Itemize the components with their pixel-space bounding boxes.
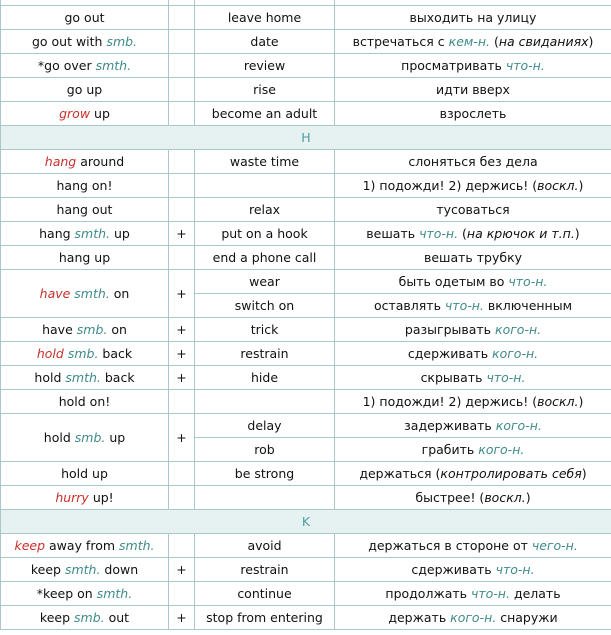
table-row: [1, 54, 611, 78]
section-letter: H: [1, 126, 611, 150]
translation-cell: [335, 246, 611, 270]
synonym-cell: stop from entering: [195, 606, 335, 630]
text-segment: ): [581, 466, 587, 481]
text-segment: держаться (: [359, 466, 441, 481]
separable-cell: [169, 582, 195, 606]
separable-cell: +: [169, 318, 195, 342]
text-segment: out: [104, 610, 130, 625]
text-segment: что-н.: [486, 370, 526, 385]
table-row: [1, 414, 611, 438]
synonym-cell: hide: [195, 366, 335, 390]
text-segment: have: [42, 322, 77, 337]
table-row: [1, 366, 611, 390]
table-row: [1, 222, 611, 246]
text-segment: ): [525, 490, 531, 505]
table-row: [1, 198, 611, 222]
text-segment: back: [100, 370, 135, 385]
translation-cell: [335, 462, 611, 486]
translation-cell: [335, 486, 611, 510]
text-segment: вешать трубку: [423, 250, 523, 265]
text-segment: ): [578, 394, 584, 409]
text-segment: кого-н.: [450, 610, 497, 625]
table-row: [1, 534, 611, 558]
text-segment: тусоваться: [436, 202, 510, 217]
text-segment: кого-н.: [492, 346, 539, 361]
synonym-cell: put on a hook: [195, 222, 335, 246]
translation-cell: [335, 198, 611, 222]
text-segment: away from: [45, 538, 119, 553]
verb-cell: [1, 390, 169, 414]
translation-cell: [335, 390, 611, 414]
translation-cell: [335, 438, 611, 462]
text-segment: hang: [39, 226, 75, 241]
verb-cell: [1, 558, 169, 582]
text-segment: smth.: [74, 286, 110, 301]
text-segment: скрывать: [420, 370, 487, 385]
text-segment: smb.: [74, 610, 105, 625]
text-segment: hang out: [56, 202, 113, 217]
table-row: [1, 582, 611, 606]
text-segment: (: [489, 34, 499, 49]
separable-cell: [169, 534, 195, 558]
text-segment: smth.: [64, 562, 101, 577]
text-segment: слоняться без дела: [408, 154, 538, 169]
synonym-cell: switch on: [195, 294, 335, 318]
text-segment: кого-н.: [478, 442, 525, 457]
translation-cell: [335, 318, 611, 342]
text-segment: up: [105, 430, 126, 445]
translation-cell: [335, 78, 611, 102]
text-segment: ): [578, 178, 584, 193]
text-segment: кем-н.: [448, 34, 490, 49]
synonym-cell: leave home: [195, 6, 335, 30]
text-segment: up: [90, 106, 110, 121]
translation-cell: [335, 6, 611, 30]
verb-cell: [1, 198, 169, 222]
text-segment: go out with: [31, 34, 107, 49]
text-segment: продолжать: [385, 586, 471, 601]
verb-cell: [1, 366, 169, 390]
separable-cell: +: [169, 558, 195, 582]
section-letter: K: [1, 510, 611, 534]
text-segment: smb.: [67, 346, 99, 361]
translation-cell: [335, 150, 611, 174]
table-row: [1, 318, 611, 342]
translation-cell: [335, 102, 611, 126]
text-segment: что-н.: [508, 274, 548, 289]
separable-cell: [169, 54, 195, 78]
separable-cell: [169, 462, 195, 486]
table-row: [1, 342, 611, 366]
verb-cell: [1, 534, 169, 558]
text-segment: smth.: [74, 226, 111, 241]
separable-cell: +: [169, 366, 195, 390]
synonym-cell: be strong: [195, 462, 335, 486]
text-segment: have: [39, 286, 71, 301]
text-segment: up: [110, 226, 130, 241]
translation-cell: [335, 30, 611, 54]
separable-cell: [169, 390, 195, 414]
text-segment: hang on!: [56, 178, 113, 193]
synonym-cell: restrain: [195, 342, 335, 366]
text-segment: включенным: [483, 298, 573, 313]
translation-cell: [335, 366, 611, 390]
text-segment: идти вверх: [436, 82, 510, 97]
text-segment: smth.: [119, 538, 155, 553]
table-row: [1, 78, 611, 102]
separable-cell: +: [169, 606, 195, 630]
text-segment: грабить: [421, 442, 479, 457]
translation-cell: [335, 54, 611, 78]
synonym-cell: wear: [195, 270, 335, 294]
text-segment: around: [76, 154, 125, 169]
text-segment: hold: [43, 430, 75, 445]
text-segment: hurry: [55, 490, 89, 505]
separable-cell: [169, 486, 195, 510]
text-segment: down: [100, 562, 139, 577]
text-segment: smb.: [106, 34, 138, 49]
text-segment: быть одетым во: [398, 274, 509, 289]
text-segment: сдерживать: [411, 562, 496, 577]
table-row: [1, 462, 611, 486]
text-segment: keep: [30, 562, 65, 577]
text-segment: задерживать: [404, 418, 496, 433]
text-segment: кого-н.: [495, 322, 542, 337]
text-segment: (: [458, 226, 467, 241]
text-segment: hold on!: [58, 394, 111, 409]
text-segment: вешать: [366, 226, 420, 241]
separable-cell: [169, 78, 195, 102]
text-segment: что-н.: [505, 58, 545, 73]
text-segment: up!: [88, 490, 114, 505]
separable-cell: [169, 174, 195, 198]
text-segment: keep: [39, 610, 75, 625]
verb-cell: [1, 582, 169, 606]
synonym-cell: rise: [195, 78, 335, 102]
section-row-h: [1, 126, 611, 150]
verb-cell: [1, 342, 169, 366]
text-segment: ): [574, 226, 580, 241]
verb-cell: [1, 486, 169, 510]
translation-cell: [335, 582, 611, 606]
verb-cell: [1, 246, 169, 270]
separable-cell: [169, 246, 195, 270]
text-segment: smth.: [96, 586, 133, 601]
verb-cell: [1, 6, 169, 30]
text-segment: 1) подожди! 2) держись! (: [362, 178, 538, 193]
separable-cell: [169, 30, 195, 54]
text-segment: что-н.: [470, 586, 510, 601]
synonym-cell: avoid: [195, 534, 335, 558]
text-segment: держаться в стороне от: [368, 538, 532, 553]
text-segment: on: [109, 286, 130, 301]
synonym-cell: waste time: [195, 150, 335, 174]
text-segment: взрослеть: [439, 106, 507, 121]
text-segment: hang up: [58, 250, 111, 265]
text-segment: держать: [388, 610, 451, 625]
text-segment: smb.: [74, 430, 106, 445]
text-segment: просматривать: [401, 58, 506, 73]
text-segment: кого-н.: [495, 418, 542, 433]
translation-cell: [335, 174, 611, 198]
translation-cell: [335, 294, 611, 318]
verb-cell: [1, 414, 169, 462]
translation-cell: [335, 342, 611, 366]
synonym-cell: [195, 390, 335, 414]
verb-cell: [1, 318, 169, 342]
synonym-cell: trick: [195, 318, 335, 342]
text-segment: *keep on: [36, 586, 97, 601]
table-row: [1, 390, 611, 414]
text-segment: hang: [44, 154, 77, 169]
table-row: [1, 246, 611, 270]
text-segment: hold: [36, 346, 64, 361]
text-segment: что-н.: [419, 226, 459, 241]
table-row: [1, 102, 611, 126]
translation-cell: [335, 558, 611, 582]
table-row: [1, 270, 611, 294]
text-segment: снаружи: [496, 610, 558, 625]
translation-cell: [335, 414, 611, 438]
text-segment: на свиданиях: [498, 34, 589, 49]
separable-cell: +: [169, 270, 195, 318]
table-row: [1, 174, 611, 198]
text-segment: что-н.: [495, 562, 535, 577]
text-segment: *go over: [37, 58, 96, 73]
verb-cell: [1, 462, 169, 486]
synonym-cell: continue: [195, 582, 335, 606]
synonym-cell: rob: [195, 438, 335, 462]
text-segment: быстрее! (: [415, 490, 485, 505]
verb-cell: [1, 270, 169, 318]
separable-cell: [169, 6, 195, 30]
separable-cell: [169, 198, 195, 222]
text-segment: keep: [14, 538, 46, 553]
table-row: [1, 6, 611, 30]
translation-cell: [335, 270, 611, 294]
table-row: [1, 30, 611, 54]
verb-cell: [1, 606, 169, 630]
synonym-cell: review: [195, 54, 335, 78]
text-segment: что-н.: [444, 298, 484, 313]
text-segment: воскл.: [484, 490, 526, 505]
text-segment: on: [107, 322, 127, 337]
text-segment: ): [588, 34, 594, 49]
synonym-cell: end a phone call: [195, 246, 335, 270]
text-segment: делать: [509, 586, 561, 601]
verb-cell: [1, 30, 169, 54]
translation-cell: [335, 534, 611, 558]
text-segment: 1) подожди! 2) держись! (: [362, 394, 538, 409]
table-body: [1, 0, 611, 630]
separable-cell: [169, 102, 195, 126]
text-segment: разыгрывать: [404, 322, 496, 337]
verb-cell: [1, 150, 169, 174]
text-segment: hold: [34, 370, 66, 385]
section-row-k: [1, 510, 611, 534]
verb-cell: [1, 102, 169, 126]
text-segment: go out: [64, 10, 105, 25]
synonym-cell: delay: [195, 414, 335, 438]
table-row: [1, 606, 611, 630]
text-segment: hold up: [61, 466, 108, 481]
text-segment: сдерживать: [407, 346, 493, 361]
table-row: [1, 558, 611, 582]
separable-cell: [169, 150, 195, 174]
synonym-cell: date: [195, 30, 335, 54]
verb-cell: [1, 174, 169, 198]
synonym-cell: become an adult: [195, 102, 335, 126]
text-segment: на крючок и т.п.: [466, 226, 575, 241]
text-segment: smth.: [65, 370, 101, 385]
text-segment: чего-н.: [531, 538, 578, 553]
text-segment: grow: [59, 106, 91, 121]
text-segment: воскл.: [537, 178, 579, 193]
verb-cell: [1, 78, 169, 102]
text-segment: контролировать себя: [440, 466, 582, 481]
text-segment: go up: [66, 82, 103, 97]
text-segment: оставлять: [373, 298, 445, 313]
translation-cell: [335, 222, 611, 246]
text-segment: встречаться с: [352, 34, 449, 49]
synonym-cell: [195, 174, 335, 198]
text-segment: back: [98, 346, 133, 361]
separable-cell: +: [169, 414, 195, 462]
text-segment: smth.: [95, 58, 132, 73]
table-row: [1, 150, 611, 174]
verb-cell: [1, 222, 169, 246]
text-segment: воскл.: [537, 394, 579, 409]
separable-cell: +: [169, 222, 195, 246]
table-row: [1, 486, 611, 510]
synonym-cell: restrain: [195, 558, 335, 582]
synonym-cell: relax: [195, 198, 335, 222]
synonym-cell: [195, 486, 335, 510]
verb-cell: [1, 54, 169, 78]
translation-cell: [335, 606, 611, 630]
text-segment: выходить на улицу: [409, 10, 537, 25]
separable-cell: +: [169, 342, 195, 366]
text-segment: smb.: [76, 322, 108, 337]
